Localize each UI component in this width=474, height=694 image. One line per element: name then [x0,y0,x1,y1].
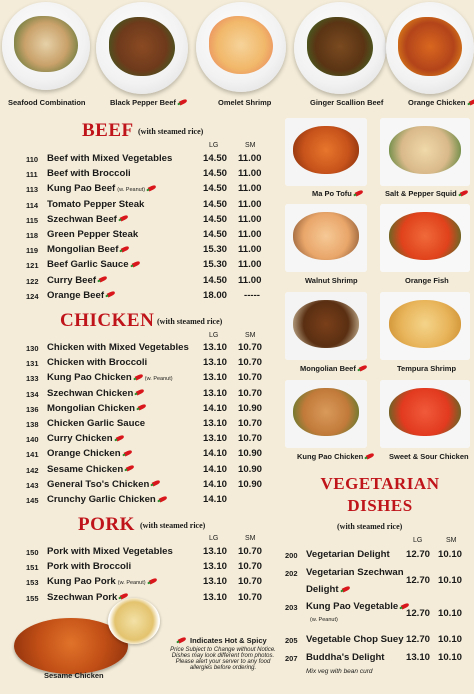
chili-pepper-icon [131,261,140,268]
menu-item-name[interactable]: Delight [306,584,350,595]
peanut-note: (w. Peanut) [310,617,338,623]
menu-item[interactable]: 114 Tomato Pepper Steak 14.50 11.00 [26,198,262,210]
chili-pepper-icon [178,637,187,644]
menu-item[interactable]: 130 Chicken with Mixed Vegetables 13.10 10.70 [26,342,263,353]
photo-salt-pepper-squid [380,118,470,186]
photo-caption: Sweet & Sour Chicken [389,452,469,461]
chili-pepper-icon [121,245,130,252]
pork-menu-list [26,545,276,606]
menu-item-name[interactable]: Vegetable Chop Suey [306,634,404,645]
column-header-sm: SM [245,142,256,149]
section-title-dishes: DISHES [347,496,413,515]
menu-item[interactable]: 119 Mongolian Beef 15.30 11.00 [26,244,262,256]
beef-menu-list [26,152,276,304]
spicy-legend: Indicates Hot & Spicy [175,636,267,645]
dish-photo-black-pepper-beef [96,2,188,94]
photo-caption: Sesame Chicken [44,671,104,680]
section-subtitle: (with steamed rice) [337,522,403,531]
price-lg: 13.10 [406,652,431,663]
column-header-lg: LG [209,332,219,339]
price-notice: Price Subject to Change without Notice. Dishes may look different from photos. Please alert your server to any food allergies before ordering. [170,647,276,671]
chili-pepper-icon [134,374,143,381]
chili-pepper-icon [179,99,188,106]
price-lg: 12.70 [406,608,431,619]
chili-pepper-icon [119,215,128,222]
section-subtitle: (with steamed rice) [157,317,223,326]
photo-caption: Walnut Shrimp [305,276,358,285]
column-header-lg: LG [209,142,219,149]
photo-caption: Mongolian Beef [300,364,367,373]
chili-pepper-icon [123,450,132,457]
menu-item[interactable]: 111 Beef with Broccoli 14.50 11.00 [26,168,262,180]
dish-caption: Seafood Combination [8,98,86,107]
price-lg: 12.70 [406,634,431,645]
photo-mongolian-beef [285,292,367,360]
section-title-chicken: CHICKEN [60,310,155,331]
menu-item-name[interactable]: Vegetarian Szechwan [306,567,404,578]
chili-pepper-icon [107,291,116,298]
photo-orange-fish [380,204,470,272]
column-header-sm: SM [446,537,457,544]
chili-pepper-icon [148,185,157,192]
section-title-vegetarian: VEGETARIAN [320,474,440,493]
menu-item[interactable]: 145 Crunchy Garlic Chicken 14.10 [26,493,228,505]
photo-kung-pao-chicken [285,380,367,448]
dish-caption: Orange Chicken [408,98,474,107]
dish-photo-ginger-scallion-beef [294,2,386,94]
menu-item[interactable]: 150 Pork with Mixed Vegetables 13.10 10.70 [26,546,263,557]
menu-item[interactable]: 121 Beef Garlic Sauce 15.30 11.00 [26,259,262,271]
chili-pepper-icon [358,365,367,372]
dish-caption: Black Pepper Beef [110,98,187,107]
menu-item[interactable]: 151 Pork with Broccoli 13.10 10.70 [26,561,263,573]
menu-item[interactable]: 143 General Tso's Chicken 14.10 10.90 [26,478,263,490]
item-number: 205 [285,636,298,645]
menu-item[interactable]: 140 Curry Chicken 13.10 10.70 [26,433,263,445]
price-sm: 10.10 [438,549,463,560]
photo-caption: Tempura Shrimp [397,364,457,373]
chili-pepper-icon [158,495,167,502]
chili-pepper-icon [115,434,124,441]
menu-item[interactable]: 136 Mongolian Chicken 14.10 10.90 [26,402,263,414]
column-header-lg: LG [413,537,423,544]
section-subtitle: (with steamed rice) [140,521,206,530]
item-number: 200 [285,551,298,560]
menu-item-name[interactable]: Kung Pao Vegetable [306,601,409,612]
menu-item-name[interactable]: Buddha's Delight [306,652,385,663]
featured-dishes-row [0,0,474,112]
menu-item[interactable]: 110 Beef with Mixed Vegetables 14.50 11.00 [26,153,262,164]
menu-item[interactable]: 115 Szechwan Beef 14.50 11.00 [26,213,262,225]
chili-pepper-icon [138,404,147,411]
menu-item[interactable]: 155 Szechwan Pork 13.10 10.70 [26,591,263,603]
menu-item[interactable]: 153 Kung Pao Pork (w. Peanut) 13.10 10.70 [26,576,263,588]
photo-caption: Ma Po Tofu [312,189,363,198]
section-title-beef: BEEF [82,120,134,141]
chili-pepper-icon [136,389,145,396]
dish-caption: Omelet Shrimp [218,98,272,107]
menu-item[interactable]: 133 Kung Pao Chicken (w. Peanut) 13.10 10.70 [26,372,263,384]
menu-item[interactable]: 122 Curry Beef 14.50 11.00 [26,274,262,286]
chili-pepper-icon [126,465,135,472]
photo-ma-po-tofu [285,118,367,186]
fried-rice-bowl-photo [108,598,160,644]
menu-item[interactable]: 134 Szechwan Chicken 13.10 10.70 [26,387,263,399]
item-number: 207 [285,654,298,663]
photo-walnut-shrimp [285,204,367,272]
chili-pepper-icon [468,99,474,106]
price-lg: 12.70 [406,549,431,560]
dish-photo-omelet-shrimp [196,2,286,92]
photo-caption: Kung Pao Chicken [297,452,374,461]
section-title-pork: PORK [78,514,135,535]
price-sm: 10.10 [438,652,463,663]
chili-pepper-icon [341,585,350,592]
price-sm: 10.10 [438,608,463,619]
dish-photo-seafood-combination [2,2,90,90]
chili-pepper-icon [459,190,468,197]
price-lg: 12.70 [406,575,431,586]
item-number: 202 [285,569,298,578]
chili-pepper-icon [148,578,157,585]
photo-caption: Orange Fish [405,276,449,285]
menu-item[interactable]: 124 Orange Beef 18.00 ----- [26,289,260,301]
photo-sweet-sour-chicken [380,380,470,448]
menu-item-name[interactable]: Vegetarian Delight [306,549,390,560]
item-number: 203 [285,603,298,612]
chicken-menu-list [26,341,276,508]
menu-item[interactable]: 141 Orange Chicken 14.10 10.90 [26,448,263,460]
column-header-sm: SM [245,535,256,542]
menu-item[interactable]: 118 Green Pepper Steak 14.50 11.00 [26,228,262,240]
dish-caption: Ginger Scallion Beef [310,98,384,107]
photo-tempura-shrimp [380,292,470,360]
chili-pepper-icon [99,276,108,283]
chili-pepper-icon [354,190,363,197]
column-header-lg: LG [209,535,219,542]
menu-item[interactable]: 142 Sesame Chicken 14.10 10.90 [26,463,263,475]
chili-pepper-icon [152,480,161,487]
price-sm: 10.10 [438,575,463,586]
section-subtitle: (with steamed rice) [138,127,204,136]
menu-item[interactable]: 131 Chicken with Broccoli 13.10 10.70 [26,357,263,369]
dish-photo-orange-chicken [386,2,474,94]
footnote: Mix veg with bean curd [306,668,373,675]
column-header-sm: SM [245,332,256,339]
photo-caption: Salt & Pepper Squid [385,189,468,198]
price-sm: 10.10 [438,634,463,645]
chili-pepper-icon [366,453,375,460]
menu-item[interactable]: 138 Chicken Garlic Sauce 13.10 10.70 [26,417,263,429]
menu-item[interactable]: 113 Kung Pao Beef (w. Peanut) 14.50 11.00 [26,183,262,195]
